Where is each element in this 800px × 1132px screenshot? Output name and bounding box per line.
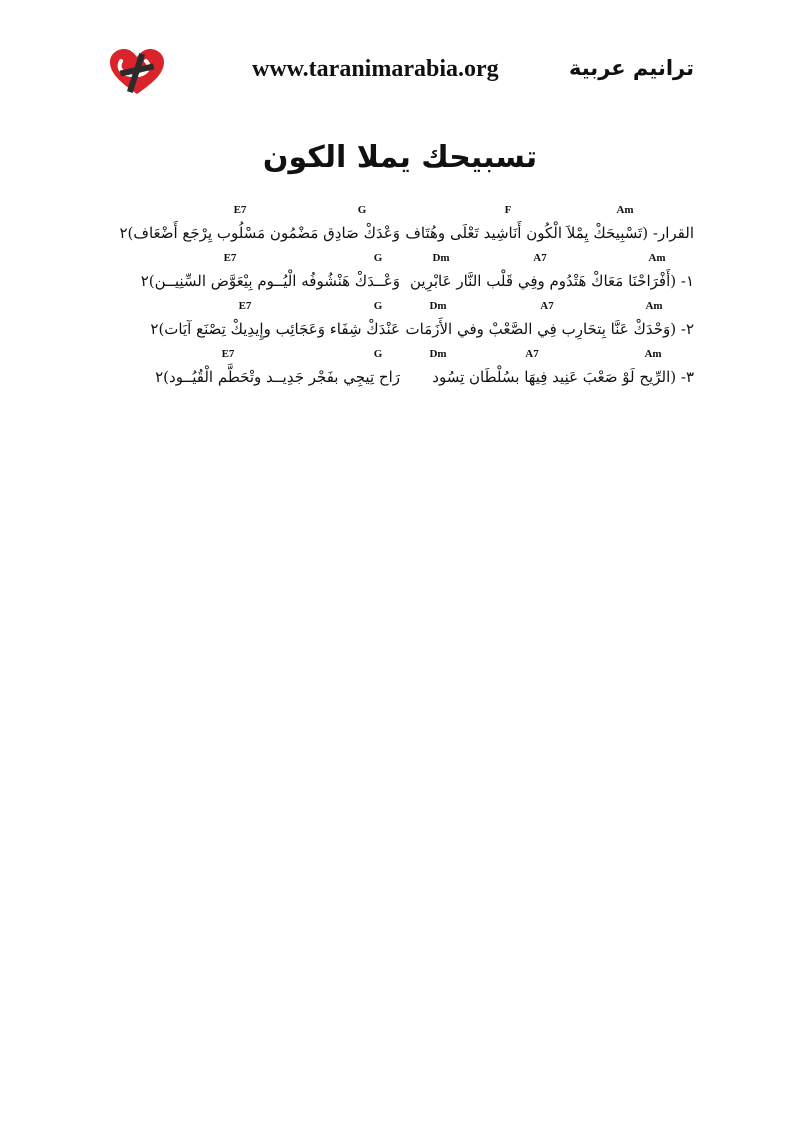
chord-label: G <box>357 204 367 216</box>
chord-label: Am <box>616 204 634 216</box>
lyric-text: ٣- (الرِّيح لَوْ صَعْبَ عَنِيد فِيهَا بسُلْطَان تِسُود <box>432 368 694 386</box>
chord-label: G <box>373 348 383 360</box>
lyric-text: رَاح تِيجِي بفَجْر جَدِيــد وتْحَطَّم الْقُيُــود)٢ <box>155 368 400 386</box>
lyric-line-verse-1 <box>110 252 694 300</box>
lyric-text: ١- (أَفْرَاحْنَا مَعَاكْ هَتْدُوم وفِي قَلْب النَّار عَابْرِين <box>410 272 694 290</box>
song-lyrics <box>110 204 694 396</box>
chord-label: Dm <box>429 348 447 360</box>
chord-label: A7 <box>533 252 547 264</box>
lyric-text: وَعْدَكْ صَادِق مَضْمُون مَسْلُوب يِرْجَع أَضْعَاف)٢ <box>119 224 400 242</box>
chord-label: Am <box>644 348 662 360</box>
lyric-line-verse-3 <box>110 348 694 396</box>
chord-label: E7 <box>233 204 247 216</box>
chord-label: Dm <box>429 300 447 312</box>
chord-label: Am <box>648 252 666 264</box>
chord-label: Dm <box>432 252 450 264</box>
chord-label: G <box>373 300 383 312</box>
lyric-text: ٢- (وَحْدَكْ عَنَّا بِتحَارِب فِي الصَّعْبْ وفي الأَزَمَات <box>405 320 694 338</box>
song-title: تسبيحك يملا الكون <box>262 140 538 175</box>
site-url[interactable]: www.taranimarabia.org <box>252 56 499 82</box>
page-header <box>0 44 800 100</box>
chord-label: G <box>373 252 383 264</box>
chord-label: A7 <box>540 300 554 312</box>
chord-label: F <box>504 204 512 216</box>
lyric-text: عَنْدَكْ شِفَاء وَعَجَائِب وإِيدِيكْ تِصْنَع آيَات)٢ <box>150 320 400 338</box>
chord-label: E7 <box>223 252 237 264</box>
lyric-line-verse-2 <box>110 300 694 348</box>
lyric-line-chorus <box>110 204 694 252</box>
chord-label: E7 <box>221 348 235 360</box>
heart-cross-logo-icon <box>106 48 168 96</box>
chord-label: Am <box>645 300 663 312</box>
lyric-text: القرار- (تَسْبِيحَكْ يِمْلاَ الْكُون أَنَاشِيد تَعْلَى وهُتَاف <box>405 224 694 242</box>
lyric-text: وَعْــدَكْ هَنْشُوفُه الْيُــوم بِيْعَوَّض السِّنِيــن)٢ <box>140 272 400 290</box>
chord-label: E7 <box>238 300 252 312</box>
chord-label: A7 <box>525 348 539 360</box>
site-name: ترانيم عربية <box>569 56 694 80</box>
